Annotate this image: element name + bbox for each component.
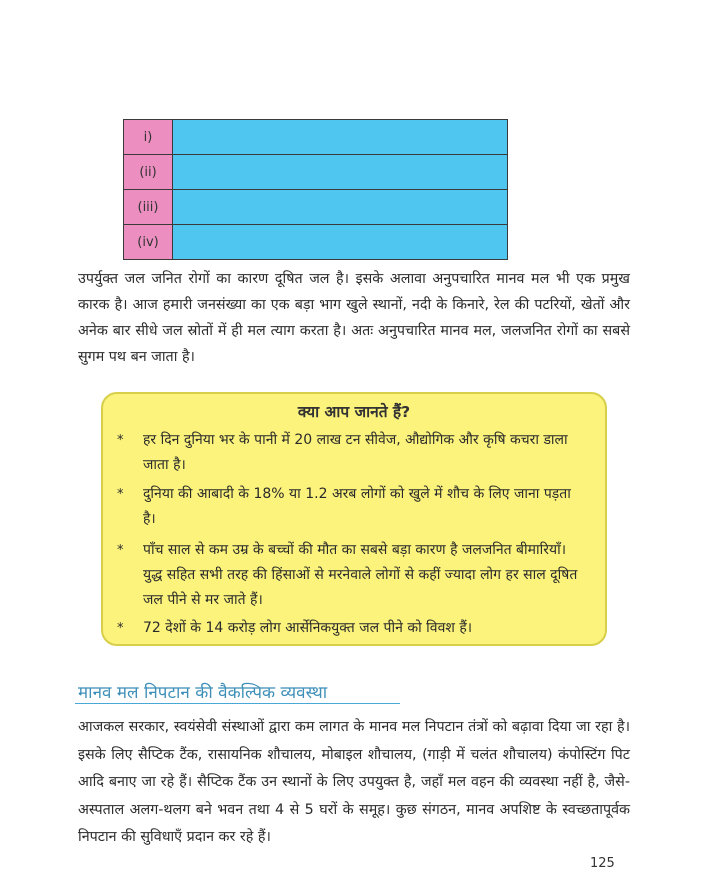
fact-text: हर दिन दुनिया भर के पानी में 20 लाख टन सीवेज, औद्योगिक और कृषि कचरा डाला जाता है। bbox=[143, 432, 568, 473]
row-cell bbox=[173, 155, 508, 190]
bullet-icon: * bbox=[117, 433, 124, 448]
table-row bbox=[124, 190, 508, 225]
table-row bbox=[124, 225, 508, 260]
bullet-icon: * bbox=[117, 543, 124, 558]
section-heading: मानव मल निपटान की वैकल्पिक व्यवस्था bbox=[78, 683, 328, 703]
fact-text: पाँच साल से कम उम्र के बच्चों की मौत का सबसे बड़ा कारण है जलजनित बीमारियाँ। युद्ध सहित सभी तरह की हिंसाओं से मरनेवाले लोगों से कहीं ज्यादा लोग हर साल दूषित जल पीने से मर जाते हैं। bbox=[143, 542, 578, 608]
row-cell bbox=[173, 225, 508, 260]
heading-underline bbox=[75, 703, 400, 704]
paragraph-alternative-systems: आजकल सरकार, स्वयंसेवी संस्थाओं द्वारा कम लागत के मानव मल निपटान तंत्रों को बढ़ावा दिया जा रहा है।इसके लिए सैप्टिक टैंक, रासायनिक शौचालय, मोबाइल शौचालय, (गाड़ी में चलंत शौचालय) कंपोस्टिंग पिट आदि बनाए जा रहे हैं। सैप्टिक टैंक उन स्थानों के लिए उपयुक्त है, जहाँ मल वहन की व्यवस्था नहीं है, जैसे-अस्पताल अलग-थलग बने भवन तथा 4 से 5 घरों के समूह। कुछ संगठन, मानव अपशिष्ट के स्वच्छतापूर्वक निपटान की सुविधाएँ प्रदान कर रहे हैं। bbox=[78, 719, 630, 845]
fact-text: दुनिया की आबादी के 18% या 1.2 अरब लोगों को खुले में शौच के लिए जाना पड़ता है। bbox=[143, 486, 571, 527]
row-number: (iii) bbox=[124, 190, 173, 225]
row-cell bbox=[173, 190, 508, 225]
fact-item bbox=[117, 538, 587, 613]
paragraph-waterborne-diseases: उपर्युक्त जल जनित रोगों का कारण दूषित जल है। इसके अलावा अनुपचारित मानव मल भी एक प्रमुख कारक है। आज हमारी जनसंख्या का एक बड़ा भाग खुले स्थानों, नदी के किनारे, रेल की पटरियों, खेतों और अनेक बार सीधे जल स्रोतों में ही मल त्याग करता है। अतः अनुपचारित मानव मल, जलजनित रोगों का सबसे सुगम पथ बन जाता है। bbox=[78, 271, 630, 365]
bullet-icon: * bbox=[117, 621, 124, 636]
fact-item bbox=[117, 616, 587, 641]
row-number: i) bbox=[124, 120, 173, 155]
fact-text: 72 देशों के 14 करोड़ लोग आर्सेनिकयुक्त जल पीने को विवश हैं। bbox=[143, 620, 473, 636]
did-you-know-box bbox=[101, 392, 607, 646]
table-row bbox=[124, 120, 508, 155]
blank-table bbox=[123, 119, 508, 260]
table-row bbox=[124, 155, 508, 190]
row-number: (iv) bbox=[124, 225, 173, 260]
row-cell bbox=[173, 120, 508, 155]
page-number: 125 bbox=[590, 856, 615, 871]
fact-item bbox=[117, 428, 587, 478]
box-title: क्या आप जानते हैं? bbox=[297, 403, 411, 421]
fact-item bbox=[117, 482, 587, 532]
row-number: (ii) bbox=[124, 155, 173, 190]
bullet-icon: * bbox=[117, 487, 124, 502]
